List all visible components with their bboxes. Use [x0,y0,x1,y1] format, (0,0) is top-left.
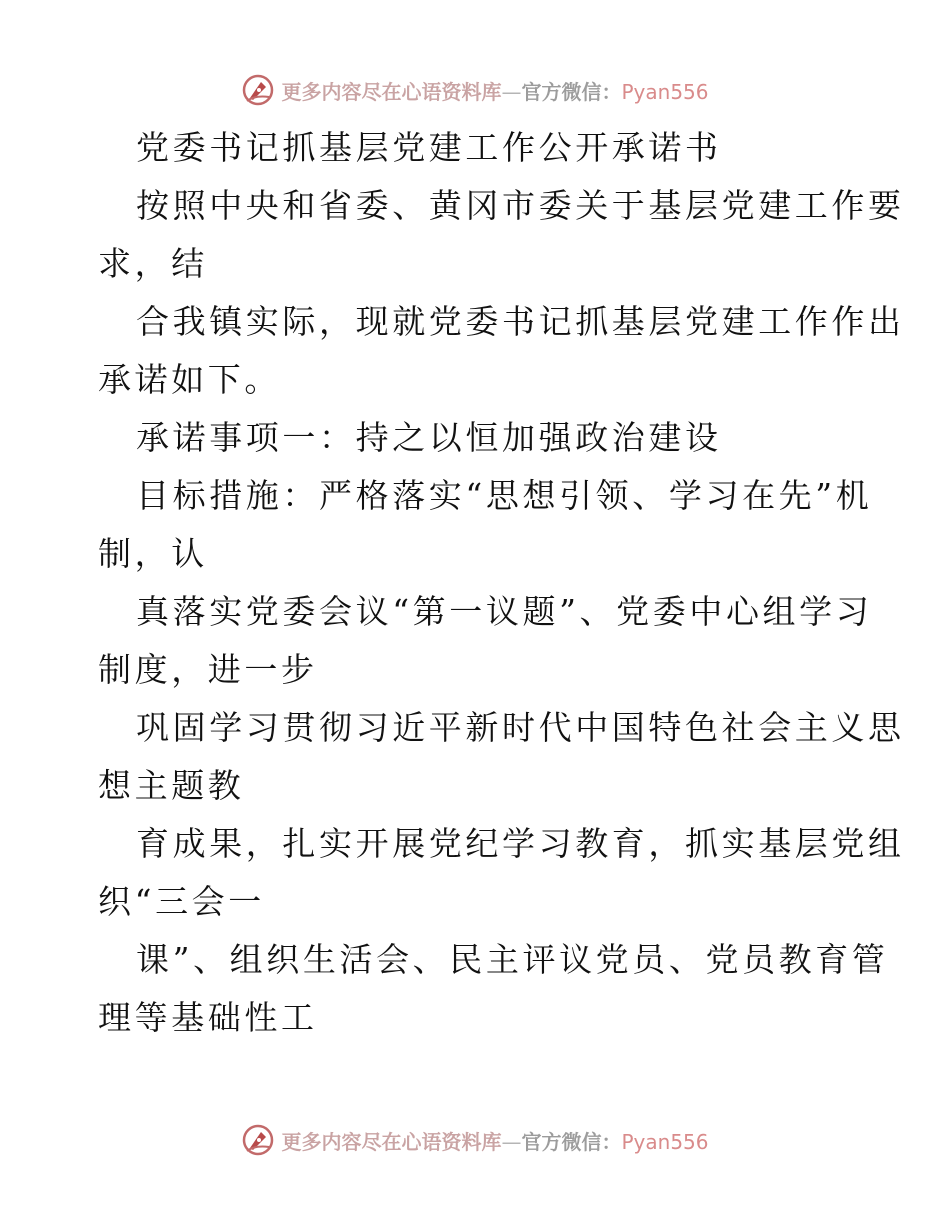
watermark-contact-label: 官方微信： [521,79,622,104]
watermark-wechat-id: Pyan556 [621,1129,709,1154]
watermark-text [281,76,708,105]
paragraph-line: 承诺如下。 [98,360,281,399]
paragraph-line: 织“三会一 [98,882,265,921]
watermark-brand: 更多内容尽在心语资料库 [281,1129,502,1154]
paragraph-line: 目标措施：严格落实“思想引领、学习在先”机 [136,476,873,515]
paragraph-line: 制度，进一步 [98,650,318,689]
paragraph-line: 理等基础性工 [98,998,318,1037]
paragraph-line: 合我镇实际，现就党委书记抓基层党建工作作出 [136,302,905,341]
paragraph-line: 求，结 [98,244,208,283]
paragraph-line: 制，认 [98,534,208,573]
paragraph-line: 育成果，扎实开展党纪学习教育，抓实基层党组 [136,824,905,863]
watermark-brand: 更多内容尽在心语资料库 [281,79,502,104]
watermark-wechat-id: Pyan556 [621,79,709,104]
watermark-contact-label: 官方微信： [521,1129,622,1154]
paragraph-line: 按照中央和省委、黄冈市委关于基层党建工作要 [136,186,905,225]
paragraph-line: 巩固学习贯彻习近平新时代中国特色社会主义思 [136,708,905,747]
paragraph-line: 想主题教 [98,766,245,805]
header-watermark [0,70,950,110]
watermark-text [281,1126,708,1155]
paragraph-line: 真落实党委会议“第一议题”、党委中心组学习 [136,592,873,631]
paragraph-line: 课”、组织生活会、民主评议党员、党员教育管 [136,940,889,979]
section-heading: 承诺事项一：持之以恒加强政治建设 [136,418,722,457]
footer-watermark [0,1120,950,1160]
pen-nib-logo-icon [241,1123,275,1157]
document-title: 党委书记抓基层党建工作公开承诺书 [136,128,722,167]
watermark-dash: — [501,1129,522,1154]
watermark-dash: — [501,79,522,104]
pen-nib-logo-icon [241,73,275,107]
